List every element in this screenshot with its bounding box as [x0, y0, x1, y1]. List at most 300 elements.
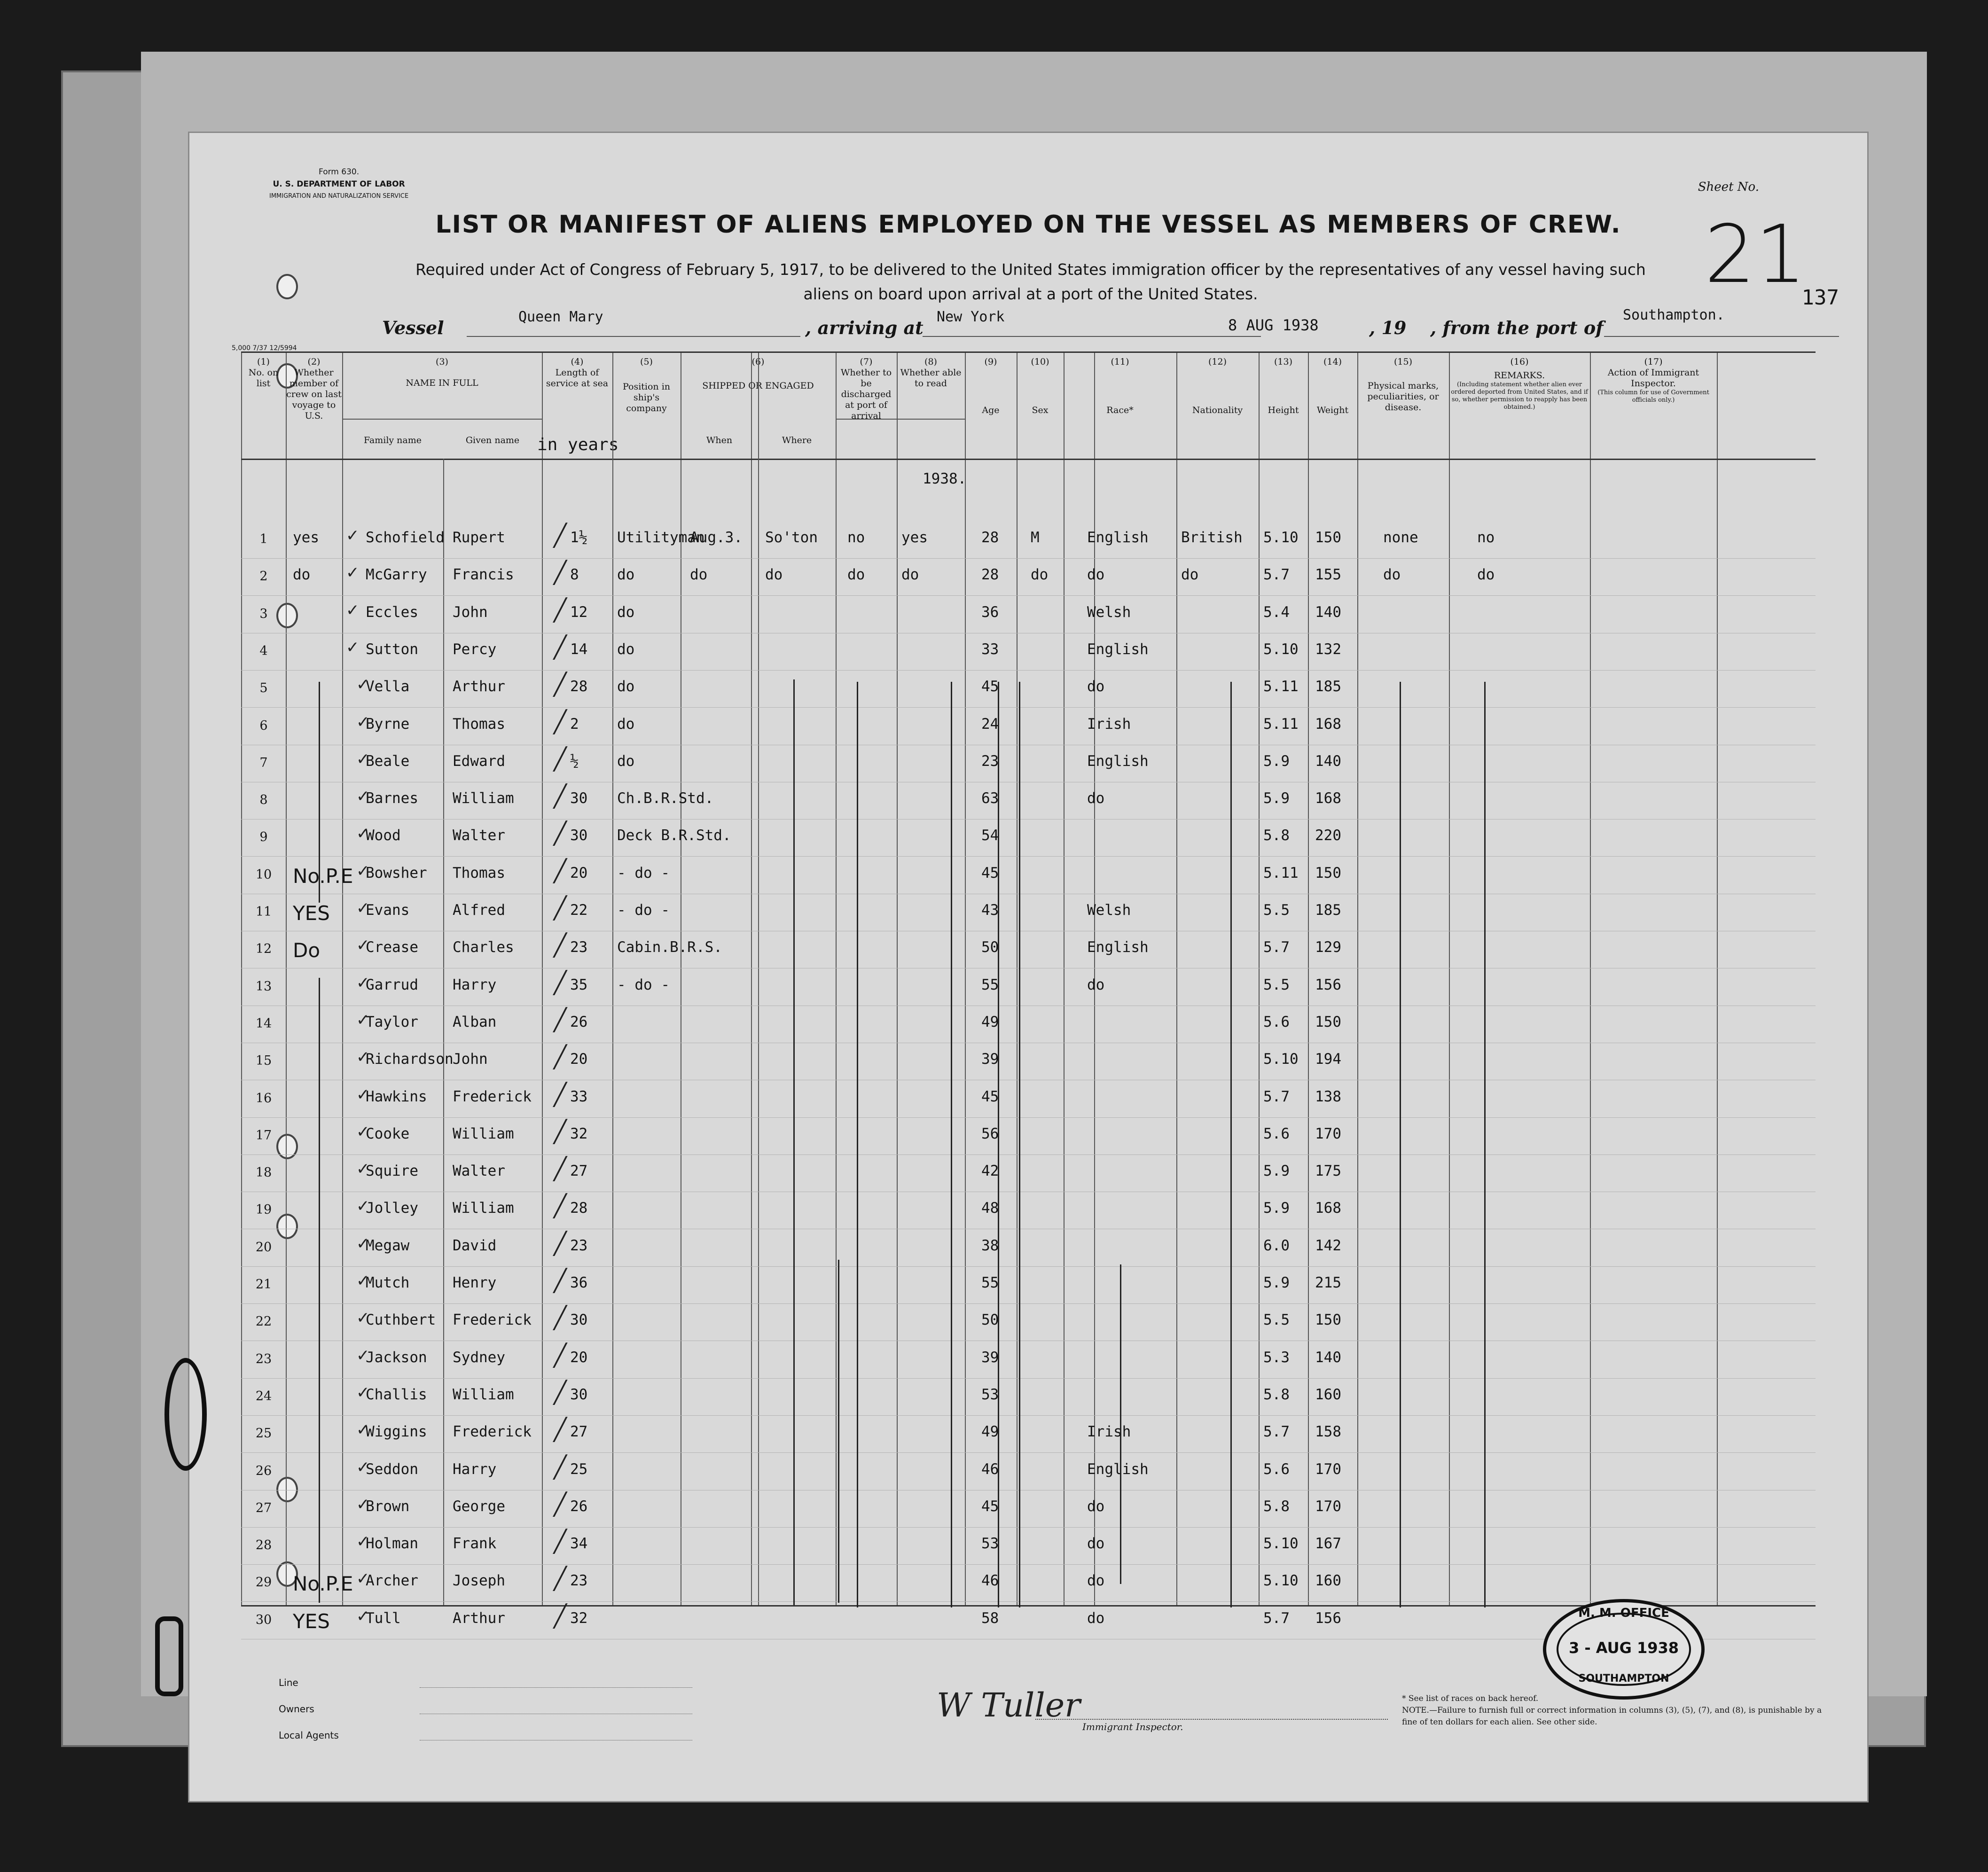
form-number: Form 630.: [319, 167, 360, 177]
weight: 150: [1315, 864, 1341, 881]
weight: 170: [1315, 1498, 1341, 1515]
age: 53: [981, 1386, 999, 1403]
manifest-sheet: [188, 132, 1869, 1802]
header-when: When: [706, 435, 733, 445]
length-of-service: 33: [570, 1088, 588, 1105]
check-mark-icon: ✓: [356, 1309, 370, 1328]
header-given-name: Given name: [465, 435, 520, 445]
header-col-3: (3) NAME IN FULL: [406, 357, 478, 388]
row-number: 20: [255, 1240, 272, 1255]
age: 58: [981, 1609, 999, 1627]
arrival-date-stamp: 8 AUG 1938: [1228, 316, 1319, 334]
age: 36: [981, 603, 999, 621]
row-separator: [241, 856, 1816, 857]
shipped-when: Aug.3.: [690, 529, 743, 546]
family-name: Hawkins: [366, 1088, 427, 1105]
race: do: [1087, 566, 1105, 584]
ditto-line: [1019, 682, 1020, 1607]
shipped-where: So'ton: [765, 529, 818, 546]
row-number: 27: [255, 1500, 272, 1515]
age: 53: [981, 1535, 999, 1552]
tally-mark-icon: ╱: [554, 709, 567, 734]
check-mark-icon: ✓: [346, 526, 360, 545]
ditto-line: [951, 682, 952, 1607]
height: 5.8: [1263, 827, 1290, 844]
tally-mark-icon: ╱: [554, 1454, 567, 1480]
given-name: Frederick: [453, 1088, 532, 1105]
height: 5.7: [1263, 1423, 1290, 1441]
height: 5.10: [1263, 640, 1299, 658]
tally-mark-icon: ╱: [554, 1379, 567, 1405]
family-name: Wood: [366, 827, 401, 844]
header-family-name: Family name: [364, 435, 422, 445]
length-of-service: 30: [570, 1386, 588, 1403]
height: 5.3: [1263, 1349, 1290, 1366]
weight: 167: [1315, 1535, 1341, 1552]
family-name: Bowsher: [366, 864, 427, 881]
height: 5.5: [1263, 1311, 1290, 1329]
weight: 194: [1315, 1051, 1341, 1068]
age: 55: [981, 1274, 999, 1291]
arrival-port: New York: [937, 309, 1005, 325]
row-separator: [241, 1266, 1816, 1267]
tally-mark-icon: ╱: [554, 783, 567, 809]
races-note: * See list of races on back hereof.: [1402, 1694, 1539, 1703]
age: 33: [981, 640, 999, 658]
check-mark-icon: ✓: [356, 1346, 370, 1365]
family-name: Barnes: [366, 790, 418, 807]
length-of-service: ½: [570, 752, 579, 770]
given-name: William: [453, 1125, 514, 1142]
tally-mark-icon: ╱: [554, 1305, 567, 1331]
tally-mark-icon: ╱: [554, 1081, 567, 1107]
check-mark-icon: ✓: [356, 936, 370, 955]
crew-status: do: [293, 566, 311, 584]
vessel-name: Queen Mary: [518, 309, 603, 325]
given-name: Walter: [453, 827, 505, 844]
check-mark-icon: ✓: [356, 1010, 370, 1030]
tally-mark-icon: ╱: [554, 1417, 567, 1443]
row-number: 30: [255, 1612, 272, 1627]
header-col-14: (14) Weight: [1316, 357, 1349, 415]
age: 46: [981, 1572, 999, 1590]
ditto-line: [998, 682, 999, 1607]
given-name: Francis: [453, 566, 514, 584]
length-of-service: 2: [570, 715, 579, 733]
age: 24: [981, 715, 999, 733]
given-name: Harry: [453, 976, 497, 993]
age: 49: [981, 1013, 999, 1030]
age: 46: [981, 1460, 999, 1478]
header-col-12: (12) Nationality: [1192, 357, 1243, 415]
age: 50: [981, 1311, 999, 1329]
length-of-service: 28: [570, 1200, 588, 1217]
family-name: Schofield: [366, 529, 445, 546]
check-mark-icon: ✓: [356, 787, 370, 806]
height: 5.5: [1263, 902, 1290, 919]
check-mark-icon: ✓: [356, 1085, 370, 1104]
position: Deck B.R.Std.: [617, 827, 731, 844]
header-where: Where: [782, 435, 812, 445]
height: 5.8: [1263, 1386, 1290, 1403]
row-number: 16: [255, 1091, 272, 1106]
in-years-note: in years: [537, 435, 619, 454]
ditto-line: [1400, 682, 1401, 1607]
weight: 150: [1315, 1311, 1341, 1329]
age: 28: [981, 566, 999, 584]
length-of-service: 30: [570, 1311, 588, 1329]
weight: 138: [1315, 1088, 1341, 1105]
given-name: Sydney: [453, 1349, 505, 1366]
row-separator: [241, 595, 1816, 596]
crew-status: YES: [293, 902, 330, 925]
age: 63: [981, 790, 999, 807]
position: do: [617, 640, 635, 658]
family-name: Evans: [366, 902, 410, 919]
age: 23: [981, 752, 999, 770]
binding-string: [155, 1616, 183, 1696]
height: 5.10: [1263, 1572, 1299, 1590]
row-number: 12: [255, 942, 272, 957]
ditto-line: [1230, 682, 1232, 1607]
family-name: Jackson: [366, 1349, 427, 1366]
family-name: Wiggins: [366, 1423, 427, 1441]
weight: 215: [1315, 1274, 1341, 1291]
race: do: [1087, 1609, 1105, 1627]
check-mark-icon: ✓: [356, 824, 370, 843]
weight: 150: [1315, 529, 1341, 546]
given-name: Alfred: [453, 902, 505, 919]
length-of-service: 23: [570, 1572, 588, 1590]
family-name: Jolley: [366, 1200, 418, 1217]
family-name: Beale: [366, 752, 410, 770]
family-name: Garrud: [366, 976, 418, 993]
check-mark-icon: ✓: [356, 973, 370, 992]
department-name: U. S. DEPARTMENT OF LABOR: [273, 179, 405, 189]
position: Utilityman: [617, 529, 705, 546]
stamp-date: 3 - AUG 1938: [1568, 1639, 1679, 1657]
given-name: Arthur: [453, 1609, 505, 1627]
weight: 140: [1315, 752, 1341, 770]
position: do: [617, 752, 635, 770]
header-col-10: (10) Sex: [1031, 357, 1049, 415]
length-of-service: 30: [570, 790, 588, 807]
header-col-5: (5) Position in ship's company: [622, 357, 671, 413]
stamp-top-text: M. M. OFFICE: [1578, 1606, 1669, 1620]
height: 5.7: [1263, 1609, 1290, 1627]
remarks: do: [1477, 566, 1495, 584]
check-mark-icon: ✓: [356, 1607, 370, 1626]
sex: M: [1031, 529, 1040, 546]
position: Ch.B.R.Std.: [617, 790, 714, 807]
age: 45: [981, 864, 999, 881]
discharged: do: [847, 566, 865, 584]
check-mark-icon: ✓: [356, 749, 370, 769]
tally-mark-icon: ╱: [554, 1044, 567, 1070]
given-name: Frank: [453, 1535, 497, 1552]
position: do: [617, 678, 635, 695]
tally-mark-icon: ╱: [554, 1006, 567, 1032]
mm-office-stamp: [1543, 1599, 1705, 1700]
stamp-bottom-text: SOUTHAMPTON: [1578, 1673, 1669, 1685]
age: 45: [981, 678, 999, 695]
ditto-line: [857, 682, 858, 1607]
row-number: 5: [259, 681, 268, 696]
height: 5.6: [1263, 1125, 1290, 1142]
race: do: [1087, 678, 1105, 695]
given-name: John: [453, 1051, 488, 1068]
row-number: 8: [259, 793, 268, 808]
weight: 150: [1315, 1013, 1341, 1030]
length-of-service: 35: [570, 976, 588, 993]
row-number: 9: [259, 830, 268, 845]
height: 5.9: [1263, 1200, 1290, 1217]
able-to-read: yes: [901, 529, 928, 546]
given-name: William: [453, 790, 514, 807]
given-name: Alban: [453, 1013, 497, 1030]
length-of-service: 27: [570, 1423, 588, 1441]
row-number: 7: [259, 755, 268, 770]
subtitle: [368, 257, 1693, 306]
row-number: 24: [255, 1388, 272, 1404]
check-mark-icon: ✓: [356, 1383, 370, 1402]
weight: 185: [1315, 678, 1341, 695]
nationality: do: [1181, 566, 1199, 584]
family-name: Holman: [366, 1535, 418, 1552]
from-label: , from the port of: [1430, 317, 1604, 338]
ditto-line: [319, 682, 320, 903]
family-name: Byrne: [366, 715, 410, 733]
row-separator: [241, 1527, 1816, 1528]
check-mark-icon: ✓: [346, 638, 360, 657]
weight: 129: [1315, 939, 1341, 956]
given-name: John: [453, 603, 488, 621]
position: do: [617, 715, 635, 733]
height: 5.11: [1263, 715, 1299, 733]
race: English: [1087, 640, 1149, 658]
age: 55: [981, 976, 999, 993]
position: Cabin.B.R.S.: [617, 939, 722, 956]
row-number: 10: [255, 867, 272, 882]
crew-status: YES: [293, 1609, 330, 1633]
height: 5.10: [1263, 529, 1299, 546]
weight: 168: [1315, 715, 1341, 733]
given-name: Frederick: [453, 1311, 532, 1329]
given-name: Henry: [453, 1274, 497, 1291]
tally-mark-icon: ╱: [554, 1491, 567, 1517]
length-of-service: 26: [570, 1498, 588, 1515]
check-mark-icon: ✓: [356, 861, 370, 881]
print-code: 5,000 7/37 12/5994: [232, 344, 297, 352]
row-separator: [241, 1452, 1816, 1453]
punch-hole: [276, 274, 298, 299]
race: English: [1087, 752, 1149, 770]
check-mark-icon: ✓: [356, 1532, 370, 1552]
crew-status: No.P.E: [293, 864, 353, 888]
row-number: 18: [255, 1165, 272, 1180]
check-mark-icon: ✓: [356, 1569, 370, 1589]
family-name: Archer: [366, 1572, 418, 1590]
footer-fields: [279, 1669, 339, 1748]
weight: 170: [1315, 1125, 1341, 1142]
weight: 156: [1315, 1609, 1341, 1627]
weight: 132: [1315, 640, 1341, 658]
position: - do -: [617, 976, 670, 993]
tally-mark-icon: ╱: [554, 597, 567, 623]
age: 45: [981, 1088, 999, 1105]
length-of-service: 26: [570, 1013, 588, 1030]
height: 5.7: [1263, 939, 1290, 956]
tally-mark-icon: ╱: [554, 932, 567, 958]
crew-status: yes: [293, 529, 319, 546]
handwritten-sheet-number: 21: [1704, 208, 1806, 301]
length-of-service: 32: [570, 1125, 588, 1142]
tally-mark-icon: ╱: [554, 895, 567, 920]
tally-mark-icon: ╱: [554, 746, 567, 772]
family-name: Megaw: [366, 1237, 410, 1254]
row-separator: [241, 1378, 1816, 1379]
length-of-service: 25: [570, 1460, 588, 1478]
tally-mark-icon: ╱: [554, 671, 567, 697]
given-name: Arthur: [453, 678, 505, 695]
local-agents-field: Local Agents: [279, 1722, 339, 1748]
check-mark-icon: ✓: [356, 1458, 370, 1477]
departure-port: Southampton.: [1623, 307, 1725, 323]
page-title: LIST OR MANIFEST OF ALIENS EMPLOYED ON THE VESSEL AS MEMBERS OF CREW.: [435, 211, 1621, 239]
tally-mark-icon: ╱: [554, 1268, 567, 1293]
length-of-service: 30: [570, 827, 588, 844]
given-name: Frederick: [453, 1423, 532, 1441]
given-name: Edward: [453, 752, 505, 770]
given-name: David: [453, 1237, 497, 1254]
tally-mark-icon: ╱: [554, 634, 567, 660]
check-mark-icon: ✓: [346, 563, 360, 583]
age: 48: [981, 1200, 999, 1217]
family-name: Brown: [366, 1498, 410, 1515]
length-of-service: 1½: [570, 529, 588, 546]
height: 5.10: [1263, 1535, 1299, 1552]
race: Irish: [1087, 715, 1131, 733]
family-name: Taylor: [366, 1013, 418, 1030]
inspector-caption: Immigrant Inspector.: [1082, 1721, 1183, 1732]
header-col-13: (13) Height: [1268, 357, 1299, 415]
signature-line: [1035, 1719, 1388, 1720]
given-name: Thomas: [453, 864, 505, 881]
age: 38: [981, 1237, 999, 1254]
able-to-read: do: [901, 566, 919, 584]
height: 5.9: [1263, 1162, 1290, 1180]
check-mark-icon: ✓: [356, 1197, 370, 1216]
header-col-6: (6) SHIPPED OR ENGAGED: [702, 357, 814, 391]
binding-string: [164, 1358, 207, 1471]
tally-mark-icon: ╱: [554, 1156, 567, 1182]
page-number: 137: [1801, 286, 1839, 310]
length-of-service: 23: [570, 939, 588, 956]
row-separator: [241, 670, 1816, 671]
weight: 160: [1315, 1572, 1341, 1590]
weight: 160: [1315, 1386, 1341, 1403]
height: 5.7: [1263, 1088, 1290, 1105]
check-mark-icon: ✓: [356, 1048, 370, 1067]
height: 5.10: [1263, 1051, 1299, 1068]
height: 6.0: [1263, 1237, 1290, 1254]
row-number: 17: [255, 1128, 272, 1143]
arriving-label: , arriving at: [805, 317, 924, 338]
row-separator: [241, 1303, 1816, 1304]
row-number: 13: [255, 979, 272, 994]
height: 5.6: [1263, 1460, 1290, 1478]
given-name: Charles: [453, 939, 514, 956]
tally-mark-icon: ╱: [554, 969, 567, 995]
row-number: 6: [259, 718, 268, 733]
subtitle-line-1: Required under Act of Congress of February 5, 1917, to be delivered to the United States immigration officer by the representatives of any vessel having such: [415, 260, 1646, 279]
row-separator: [241, 558, 1816, 559]
check-mark-icon: ✓: [356, 1234, 370, 1253]
weight: 185: [1315, 902, 1341, 919]
age: 56: [981, 1125, 999, 1142]
tally-mark-icon: ╱: [554, 560, 567, 585]
ditto-line: [1484, 682, 1486, 1607]
tally-mark-icon: ╱: [554, 1566, 567, 1591]
given-name: Walter: [453, 1162, 505, 1180]
given-name: William: [453, 1386, 514, 1403]
length-of-service: 27: [570, 1162, 588, 1180]
age: 28: [981, 529, 999, 546]
position: do: [617, 603, 635, 621]
length-of-service: 28: [570, 678, 588, 695]
tally-mark-icon: ╱: [554, 1342, 567, 1368]
row-number: 14: [255, 1016, 272, 1031]
height: 5.9: [1263, 752, 1290, 770]
year-entry: 1938.: [923, 470, 967, 487]
weight: 140: [1315, 1349, 1341, 1366]
ditto-line: [1120, 1264, 1121, 1584]
weight: 156: [1315, 976, 1341, 993]
family-name: Crease: [366, 939, 418, 956]
form-info: [269, 166, 408, 203]
height: 5.9: [1263, 1274, 1290, 1291]
age: 42: [981, 1162, 999, 1180]
owners-field: Owners: [279, 1696, 339, 1722]
tally-mark-icon: ╱: [554, 1603, 567, 1629]
height: 5.6: [1263, 1013, 1290, 1030]
header-col-8: (8) Whether able to read: [900, 357, 962, 389]
race: do: [1087, 790, 1105, 807]
header-col-16: (16) REMARKS. (Including statement whether alien ever ordered deported from United States, and if so, whether permission to reapply has been obtained.): [1451, 357, 1588, 411]
check-mark-icon: ✓: [356, 712, 370, 732]
header-col-4: (4) Length of service at sea: [546, 357, 609, 389]
row-number: 21: [255, 1277, 272, 1292]
shipped-where: do: [765, 566, 783, 584]
row-number: 3: [259, 606, 268, 621]
age: 54: [981, 827, 999, 844]
physical-marks: none: [1383, 529, 1418, 546]
tally-mark-icon: ╱: [554, 1529, 567, 1554]
tally-mark-icon: ╱: [554, 820, 567, 846]
position: - do -: [617, 864, 670, 881]
height: 5.11: [1263, 678, 1299, 695]
given-name: William: [453, 1200, 514, 1217]
ditto-line: [838, 1260, 839, 1603]
given-name: Percy: [453, 640, 497, 658]
length-of-service: 8: [570, 566, 579, 584]
crew-status: No.P.E: [293, 1572, 353, 1596]
race: do: [1087, 1535, 1105, 1552]
height: 5.5: [1263, 976, 1290, 993]
race: Welsh: [1087, 902, 1131, 919]
weight: 175: [1315, 1162, 1341, 1180]
sheet-no-label: Sheet No.: [1698, 180, 1759, 194]
